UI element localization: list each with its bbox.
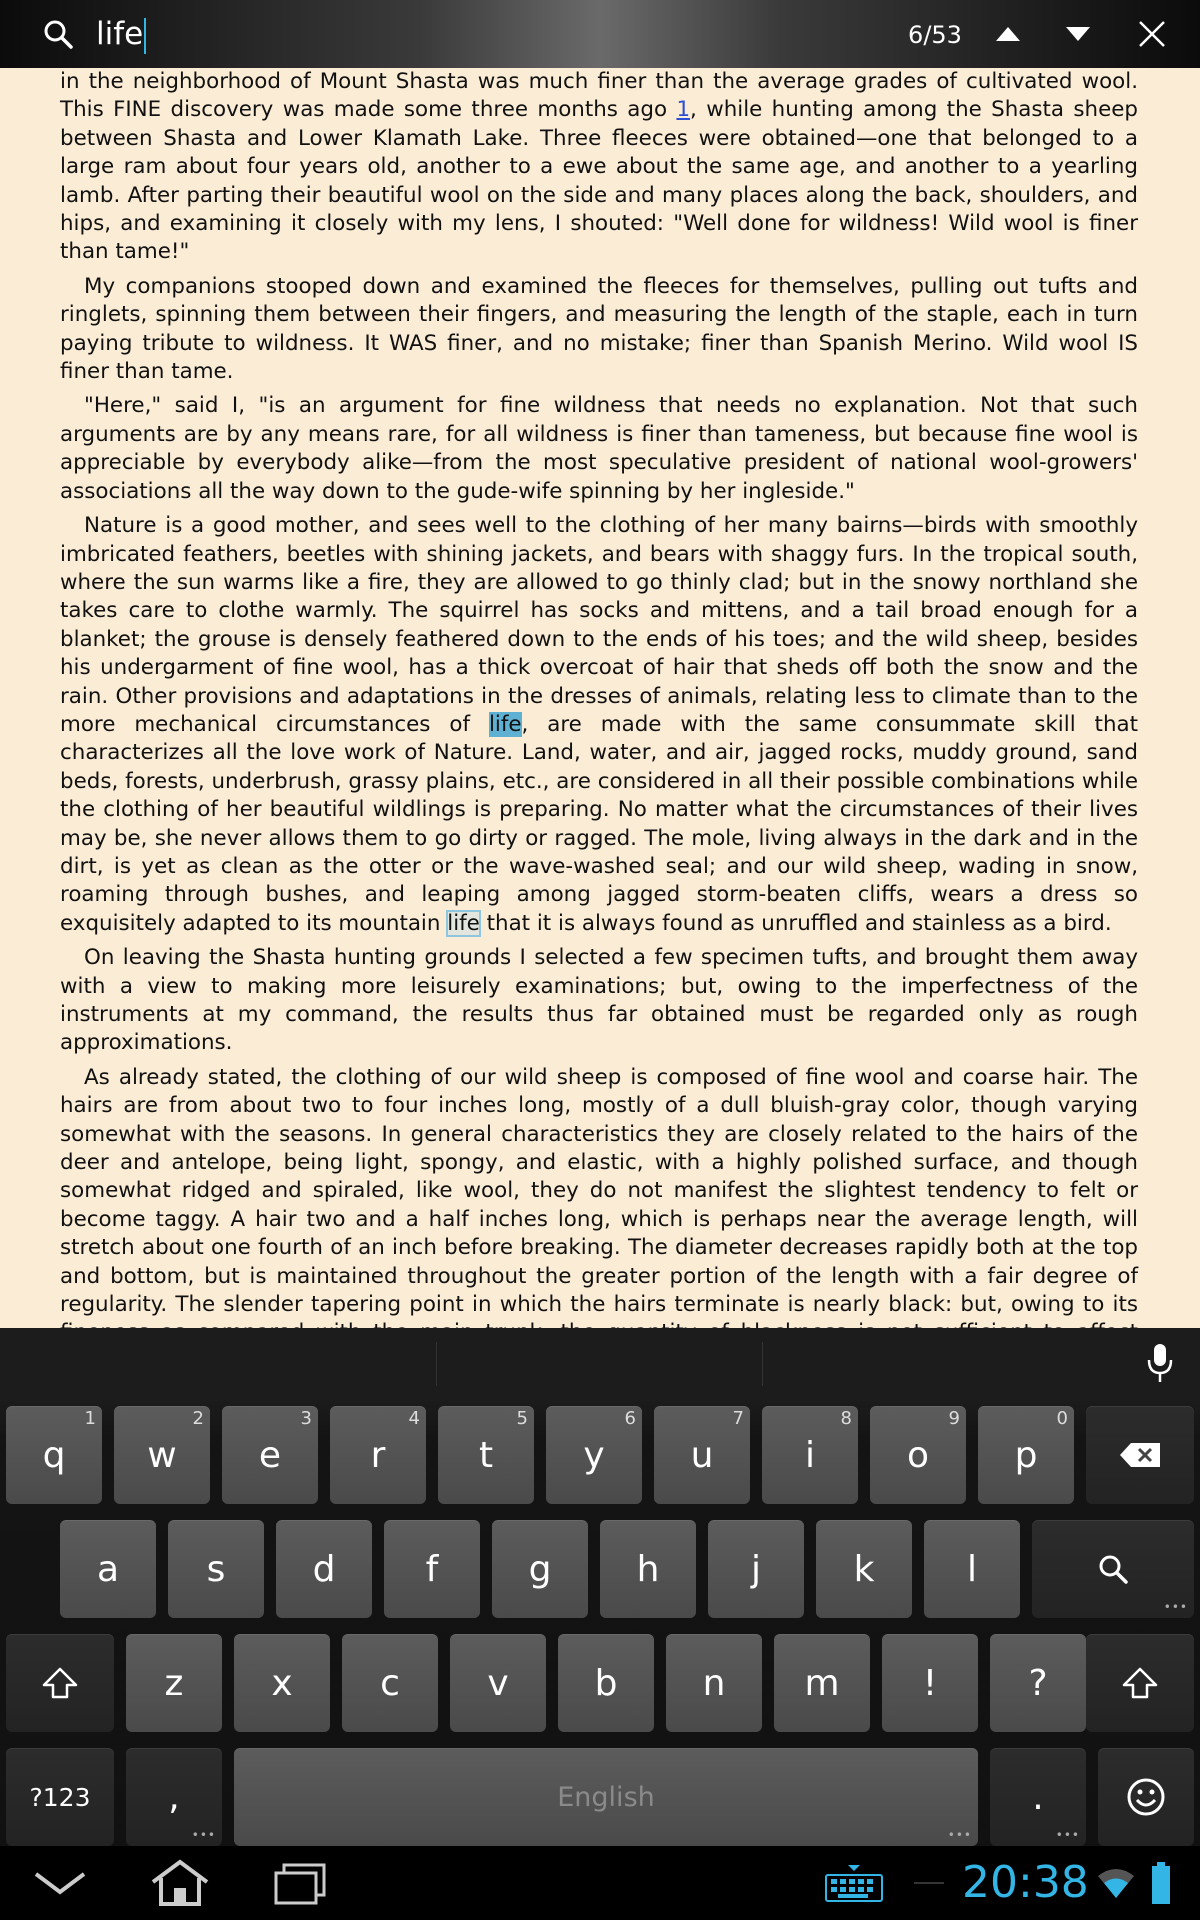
key-n[interactable] bbox=[666, 1634, 762, 1732]
battery-icon bbox=[1150, 1861, 1172, 1905]
key-h[interactable] bbox=[600, 1520, 696, 1618]
paragraph bbox=[60, 512, 1138, 938]
paragraph bbox=[60, 273, 1138, 387]
key-label: i bbox=[804, 1434, 815, 1476]
chevron-down-icon bbox=[1065, 26, 1091, 42]
key-g[interactable] bbox=[492, 1520, 588, 1618]
key-label: t bbox=[478, 1434, 494, 1476]
key-label: e bbox=[258, 1434, 282, 1476]
system-navigation-bar bbox=[0, 1846, 1200, 1920]
key-label: v bbox=[487, 1662, 509, 1704]
key-label: n bbox=[702, 1662, 726, 1704]
recent-apps-button[interactable] bbox=[268, 1856, 332, 1910]
text-run: On leaving the Shasta hunting grounds I selected a few specimen tufts, and brought them away with a view to making more leisurely examinations; but, owing to the imperfectness of the instruments at my command, the results thus far obtained must be regarded only as rough approximations. bbox=[60, 945, 1138, 1056]
shift-icon bbox=[42, 1667, 78, 1699]
key-label: c bbox=[380, 1662, 400, 1704]
key-e[interactable] bbox=[222, 1406, 318, 1504]
soft-keyboard bbox=[0, 1328, 1200, 1846]
suggestion-divider bbox=[762, 1342, 763, 1386]
key-hint: 2 bbox=[192, 1408, 204, 1429]
find-in-page-bar bbox=[0, 0, 1200, 68]
text-run: Nature is a good mother, and sees well to the clothing of her many bairns—birds with smoothly imbricated feathers, beetles with shining jackets, and bears with shaggy furs. In the tropical south, where the sun warms like a fire, they are allowed to go thinly clad; but in the snowy northland she takes care to clothe warmly. The squirrel has socks and mittens, and a tail broad enough for a blanket; the grouse is densely feathered down to the ends of his toes; and the wild sheep, besides his undergarment of fine wool, has a thick overcoat of hair that sheds off both the snow and the rain. Other provisions and adaptations in the dresses of animals, relating less to climate than to the more mechanical circumstances of bbox=[60, 513, 1138, 737]
key-c[interactable] bbox=[342, 1634, 438, 1732]
current-search-match: life bbox=[488, 711, 522, 737]
key-label: ! bbox=[922, 1662, 938, 1704]
search-icon bbox=[42, 18, 74, 50]
key-label: q bbox=[42, 1434, 66, 1476]
key-hint: 0 bbox=[1056, 1408, 1068, 1429]
key-s[interactable] bbox=[168, 1520, 264, 1618]
search-icon bbox=[1097, 1553, 1129, 1585]
search-input[interactable] bbox=[96, 12, 796, 56]
key-label: u bbox=[690, 1434, 714, 1476]
backspace-key[interactable] bbox=[1086, 1406, 1194, 1504]
microphone-icon[interactable] bbox=[1144, 1342, 1176, 1384]
close-icon bbox=[1137, 19, 1167, 49]
key-k[interactable] bbox=[816, 1520, 912, 1618]
more-keys-indicator: ••• bbox=[1163, 1600, 1188, 1614]
key-label: g bbox=[528, 1548, 552, 1590]
text-run: As already stated, the clothing of our wild sheep is composed of fine wool and coarse hair. The hairs are from about two to four inches long, mostly of a dull bluish-gray color, though varying somewhat with the seasons. In general characteristics they are closely related to the hairs of the deer and antelope, being light, spongy, and elastic, with a highly polished surface, and though somewhat ridged and spiraled, like wool, they do not manifest the slightest tendency to felt or become taggy. A hair two and a half inches long, which is perhaps near the average length, will stretch about one fourth of an inch before breaking. The diameter decreases rapidly both at the top and bottom, but is maintained throughout the greater portion of the length with a fair degree of regularity. The slender tapering point in which the hairs terminate is nearly black: but, owing to its bbox=[60, 1064, 1138, 1318]
key-label: z bbox=[164, 1662, 184, 1704]
key-label: English bbox=[557, 1781, 655, 1813]
keyboard-icon bbox=[824, 1863, 884, 1903]
key-label: x bbox=[271, 1662, 293, 1704]
more-keys-indicator: ••• bbox=[191, 1828, 216, 1842]
key-label: j bbox=[750, 1548, 761, 1590]
key-i[interactable] bbox=[762, 1406, 858, 1504]
space-key[interactable] bbox=[234, 1748, 978, 1846]
home-button[interactable] bbox=[146, 1856, 214, 1910]
key-a[interactable] bbox=[60, 1520, 156, 1618]
text-run: , are made with the same consummate skill that characterizes all the love work of Nature. Land, water, and air, jagged rocks, muddy ground, sand beds, forests, underbrush, grassy plains, etc., are considered in all their possible combinations while the clothing of her beautiful wildlings is preparing. No matter what the circumstances of their lives may be, she never allows them to go dirty or ragged. The mole, living always in the dark and in the dirt, is yet as clean as the otter or the wave-washed seal; and our wild sheep, wading in snow, roaming through bushes, and leaping among jagged storm-beaten cliffs, wears a dress so exquisitely adapted to its mountain bbox=[60, 711, 1139, 936]
key-question[interactable] bbox=[990, 1634, 1086, 1732]
key-hint: 6 bbox=[624, 1408, 636, 1429]
key-label: m bbox=[804, 1662, 840, 1704]
next-match-button[interactable] bbox=[1056, 14, 1100, 54]
emoji-key[interactable] bbox=[1098, 1748, 1194, 1846]
key-hint: 8 bbox=[840, 1408, 852, 1429]
key-d[interactable] bbox=[276, 1520, 372, 1618]
key-label: w bbox=[147, 1434, 177, 1476]
key-label: d bbox=[312, 1548, 336, 1590]
shift-key-right[interactable] bbox=[1086, 1634, 1194, 1732]
key-o[interactable] bbox=[870, 1406, 966, 1504]
key-f[interactable] bbox=[384, 1520, 480, 1618]
wifi-icon bbox=[1096, 1866, 1136, 1900]
notification-divider bbox=[914, 1882, 944, 1884]
backspace-icon bbox=[1119, 1442, 1161, 1468]
key-label: b bbox=[594, 1662, 618, 1704]
key-label: ? bbox=[1028, 1662, 1048, 1704]
key-m[interactable] bbox=[774, 1634, 870, 1732]
paragraph bbox=[60, 944, 1138, 1058]
text-run: in the neighborhood of Mount Shasta was much finer than the average grades of cultivated wool. This FINE discovery was made some three months ago bbox=[60, 69, 1138, 123]
key-t[interactable] bbox=[438, 1406, 534, 1504]
key-hint: 1 bbox=[84, 1408, 96, 1429]
key-q[interactable] bbox=[6, 1406, 102, 1504]
key-exclamation[interactable] bbox=[882, 1634, 978, 1732]
recent-apps-icon bbox=[272, 1861, 328, 1905]
key-label: , bbox=[168, 1776, 180, 1818]
key-hint: 4 bbox=[408, 1408, 420, 1429]
text-run: "Here," said I, "is an argument for fine wildness that needs no explanation. Not that such arguments are by any means rare, for all wildness is finer than tameness, but because fine wool is appreciable by everybody alike—from the most speculative president of national wool-growers' associations all the way down to the gude-wife spinning by her ingleside." bbox=[60, 393, 1138, 504]
key-label: ?123 bbox=[29, 1782, 91, 1812]
suggestion-strip bbox=[0, 1328, 1200, 1400]
key-w[interactable] bbox=[114, 1406, 210, 1504]
key-r[interactable] bbox=[330, 1406, 426, 1504]
close-search-button[interactable] bbox=[1130, 14, 1174, 54]
symbols-key[interactable] bbox=[6, 1748, 114, 1846]
book-page[interactable] bbox=[0, 68, 1200, 1328]
shift-icon bbox=[1122, 1667, 1158, 1699]
text-run: My companions stooped down and examined the fleeces for themselves, pulling out tufts and ringlets, spinning them between their fingers, and measuring the length of the staple, each in turn paying tribute to wildness. It WAS finer, and no mistake; finer than Spanish Merino. Wild wool IS finer than tame. bbox=[60, 273, 1138, 385]
key-p[interactable] bbox=[978, 1406, 1074, 1504]
key-u[interactable] bbox=[654, 1406, 750, 1504]
more-keys-indicator: ••• bbox=[947, 1828, 972, 1842]
previous-match-button[interactable] bbox=[986, 14, 1030, 54]
paragraph bbox=[60, 392, 1138, 506]
key-hint: 3 bbox=[300, 1408, 312, 1429]
key-hint: 5 bbox=[516, 1408, 528, 1429]
result-counter: 6/53 bbox=[908, 21, 962, 49]
key-label: y bbox=[583, 1434, 605, 1476]
footnote-link[interactable]: 1 bbox=[676, 97, 691, 123]
shift-key-left[interactable] bbox=[6, 1634, 114, 1732]
more-keys-indicator: ••• bbox=[1055, 1828, 1080, 1842]
battery-status bbox=[1146, 1856, 1176, 1910]
back-button[interactable] bbox=[28, 1856, 92, 1910]
back-chevron-icon bbox=[32, 1868, 88, 1898]
text-cursor bbox=[144, 18, 146, 54]
key-label: a bbox=[96, 1548, 120, 1590]
key-label: r bbox=[370, 1434, 386, 1476]
key-j[interactable] bbox=[708, 1520, 804, 1618]
key-label: k bbox=[853, 1548, 875, 1590]
comma-key[interactable] bbox=[126, 1748, 222, 1846]
search-key[interactable] bbox=[1032, 1520, 1194, 1618]
key-v[interactable] bbox=[450, 1634, 546, 1732]
period-key[interactable] bbox=[990, 1748, 1086, 1846]
book-text bbox=[60, 68, 1138, 1411]
home-icon bbox=[149, 1858, 211, 1908]
key-label: o bbox=[906, 1434, 930, 1476]
key-label: p bbox=[1014, 1434, 1038, 1476]
key-label: f bbox=[425, 1548, 439, 1590]
text-run: that it is always found as unruffled and stainless as a bird. bbox=[479, 910, 1112, 936]
search-match: life bbox=[447, 910, 480, 936]
key-hint: 9 bbox=[948, 1408, 960, 1429]
key-label: l bbox=[966, 1548, 977, 1590]
key-label: h bbox=[636, 1548, 660, 1590]
key-hint: 7 bbox=[732, 1408, 744, 1429]
key-label: . bbox=[1032, 1776, 1044, 1818]
key-label: s bbox=[206, 1548, 226, 1590]
key-x[interactable] bbox=[234, 1634, 330, 1732]
chevron-up-icon bbox=[995, 26, 1021, 42]
key-y[interactable] bbox=[546, 1406, 642, 1504]
suggestion-divider bbox=[436, 1342, 437, 1386]
key-l[interactable] bbox=[924, 1520, 1020, 1618]
wifi-status bbox=[1094, 1856, 1138, 1910]
key-z[interactable] bbox=[126, 1634, 222, 1732]
smiley-icon bbox=[1126, 1777, 1166, 1817]
status-clock[interactable]: 20:38 bbox=[962, 1857, 1089, 1908]
text-run: , while hunting among the Shasta sheep between Shasta and Lower Klamath Lake. Three fleeces were obtained—one that belonged to a large ram about four years old, another to a ewe about the same age, and another to a yearling lamb. After parting their beautiful wool on the side and many places along the back, shoulders, and hips, and examining it closely with my lens, I shouted: "Well done for wildness! Wild wool is finer than tame!" bbox=[60, 97, 1138, 265]
keyboard-switch-button[interactable] bbox=[822, 1856, 886, 1910]
paragraph bbox=[60, 68, 1138, 267]
search-query-text: life bbox=[96, 16, 144, 52]
key-b[interactable] bbox=[558, 1634, 654, 1732]
